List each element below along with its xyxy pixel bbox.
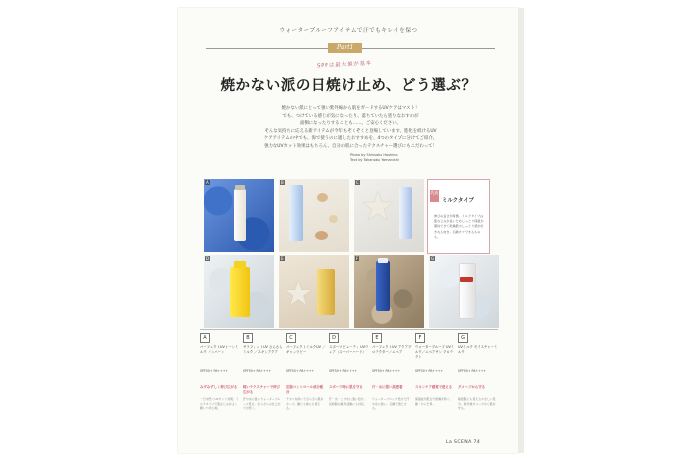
product-body: 敏感肌にも使えるやさしい処方。紫外線ダメージから肌を守る。 — [458, 397, 496, 411]
callout-body: 伸びの良さが特徴。ミルクタイプは肌なじみが良いためしっとり保湿が期待できて乾燥肌やしっとり感が好きな人向き。石鹸オフできるものも。 — [434, 214, 484, 239]
product-photo-g — [429, 255, 499, 328]
product-spf: SPF50+ PA++++ — [200, 369, 229, 373]
product-column-g — [458, 333, 500, 436]
callout-title: ミルクタイプ — [442, 198, 474, 204]
product-body: 汗・水・こすれに強い処方。長時間の屋外活動にも対応。 — [329, 397, 367, 406]
product-name: パーフェクトUV アクアプロテクター／ニベア — [372, 345, 412, 354]
product-name: スポーツビューティ UVウェア（スーパーハード） — [329, 345, 369, 354]
bottle-g — [459, 263, 476, 319]
photo-label: E — [281, 256, 284, 261]
page-edge — [518, 8, 524, 453]
product-column-d — [329, 333, 371, 436]
shell-decoration — [329, 215, 338, 223]
product-column-e — [372, 333, 414, 436]
bottle-d — [230, 267, 250, 317]
product-name: パーフェクトUVトーンミルク ノンパーン — [200, 345, 239, 354]
product-name: サラフィットUV さらさらミルク ／スキンアクア — [243, 345, 283, 354]
lead-line: 面倒になったりすることも……。ご安心ください。 — [300, 121, 401, 127]
starfish-icon: ★ — [283, 274, 314, 314]
product-headline: 軽いテクスチャーで伸び広がる — [243, 385, 280, 394]
credit-block — [350, 153, 399, 163]
product-column-c — [286, 333, 328, 436]
product-headline: 汗・水に強い高密着 — [372, 385, 403, 389]
kicker-text: ウォータープルーフアイテムで汗でもキレイを保つ — [279, 28, 418, 34]
product-column-f — [415, 333, 457, 436]
bottle-cap — [234, 261, 246, 268]
product-photo-e — [279, 255, 349, 328]
product-photo-b — [279, 179, 349, 252]
product-headline: みずみずしく伸び広がる — [200, 385, 238, 389]
product-photo-d — [204, 255, 274, 328]
bottle-e — [317, 269, 335, 315]
product-column-a — [200, 333, 242, 436]
product-headline: ダメージから守る — [458, 385, 486, 389]
photo-label: G — [431, 256, 435, 261]
product-headline: スキンケア感覚で使える — [415, 385, 453, 389]
product-name: パーフェクトミルクUV ／ギャッツビー — [286, 345, 326, 354]
bottle-cap — [378, 258, 388, 263]
bottle-c — [399, 187, 412, 239]
starfish-icon: ★ — [360, 184, 396, 230]
product-body: 一日中続くUVカット効果。ミルクタイプで肌なじみがよく軽いつけ心地。 — [200, 397, 239, 411]
photo-label: B — [281, 180, 284, 185]
product-letter: F — [415, 333, 425, 343]
lead-line: 強力なUVカット効果はもちろん、自分の肌に合ったテクスチャー選びにもこだわって！ — [264, 143, 437, 149]
milk-type-callout — [427, 179, 490, 254]
product-headline: 皮脂コントロール成分配合 — [286, 385, 324, 394]
lead-line: でも、つけている感じが気になったり、落ちていたら塗りなおすのが — [282, 113, 419, 119]
lead-paragraph — [238, 105, 463, 151]
lead-line: そんな気持ちに応える新アイテムが今年もぞくぞくと登場しています。進化を続けるUV — [264, 128, 437, 134]
part-label: Part1 — [328, 43, 362, 53]
photo-credit: Photo by Shinsaku Hoshino — [350, 153, 398, 157]
bottle-a — [234, 189, 246, 241]
bottle-label-stripe — [460, 277, 473, 282]
product-name: ウォータープルーフ UVミルク／ニベアサン プロテクト — [415, 345, 455, 359]
magazine-page — [178, 8, 519, 453]
product-letter: G — [458, 333, 468, 343]
photo-label: F — [356, 256, 359, 261]
product-spf: SPF50+ PA++++ — [458, 369, 487, 373]
product-letter: E — [372, 333, 382, 343]
product-photo-c — [354, 179, 424, 252]
product-letter: C — [286, 333, 296, 343]
spf-note: SPFは最大値が基本 — [316, 60, 372, 70]
product-spf: SPF50+ PA++++ — [372, 369, 401, 373]
product-headline: スポーツ時に肌を守る — [329, 385, 363, 389]
table-divider — [200, 329, 498, 330]
product-photo-f — [354, 255, 424, 328]
product-body: 保湿成分配合で乾燥を防ぐ。顔・からだ用。 — [415, 397, 453, 406]
product-spf: SPF50+ PA++++ — [243, 369, 272, 373]
product-body: ウォーターブロック処方で汗や水に強い。石鹸で落とせる。 — [372, 397, 410, 411]
product-letter: A — [200, 333, 210, 343]
product-spf: SPF50+ PA++++ — [286, 369, 315, 373]
shell-decoration — [317, 193, 328, 202]
bottle-f — [376, 261, 390, 311]
page-title: 焼かない派の日焼け止め、どう選ぶ？ — [220, 78, 477, 94]
shell-decoration — [315, 231, 328, 240]
product-letter: B — [243, 333, 253, 343]
product-letter: D — [329, 333, 339, 343]
page-footer: La SCENA 74 — [446, 440, 481, 445]
product-spf: SPF50+ PA++++ — [415, 369, 444, 373]
product-photo-a — [204, 179, 274, 252]
bottle-cap — [235, 185, 245, 190]
product-spf: SPF50+ PA++++ — [329, 369, 358, 373]
product-column-b — [243, 333, 285, 436]
product-table — [200, 333, 498, 438]
text-credit: Text by Takanobu Yamanishi — [350, 158, 399, 162]
photo-label: A — [206, 180, 209, 185]
product-body: テカリを防いでさらさら肌をキープ。顔にも体にも使える。 — [286, 397, 324, 411]
product-body: 汗や水に強いウォータープルーフ処方。さらさらの仕上がりが続く。 — [243, 397, 281, 411]
type-tag: 乳液 — [430, 190, 439, 202]
photo-label: C — [356, 180, 359, 185]
bottle-b — [289, 185, 303, 241]
lead-line: 焼かない派にとって強い紫外線から肌をガードするUVケアはマスト！ — [281, 106, 420, 111]
product-name: UVミルク モイスチャーミルク — [458, 345, 498, 354]
photo-label: D — [206, 256, 210, 261]
lead-line: ケアアイテムの中でも、海で使うのに適したおすすめを、4つのタイプに分けてご紹介。 — [263, 136, 438, 142]
